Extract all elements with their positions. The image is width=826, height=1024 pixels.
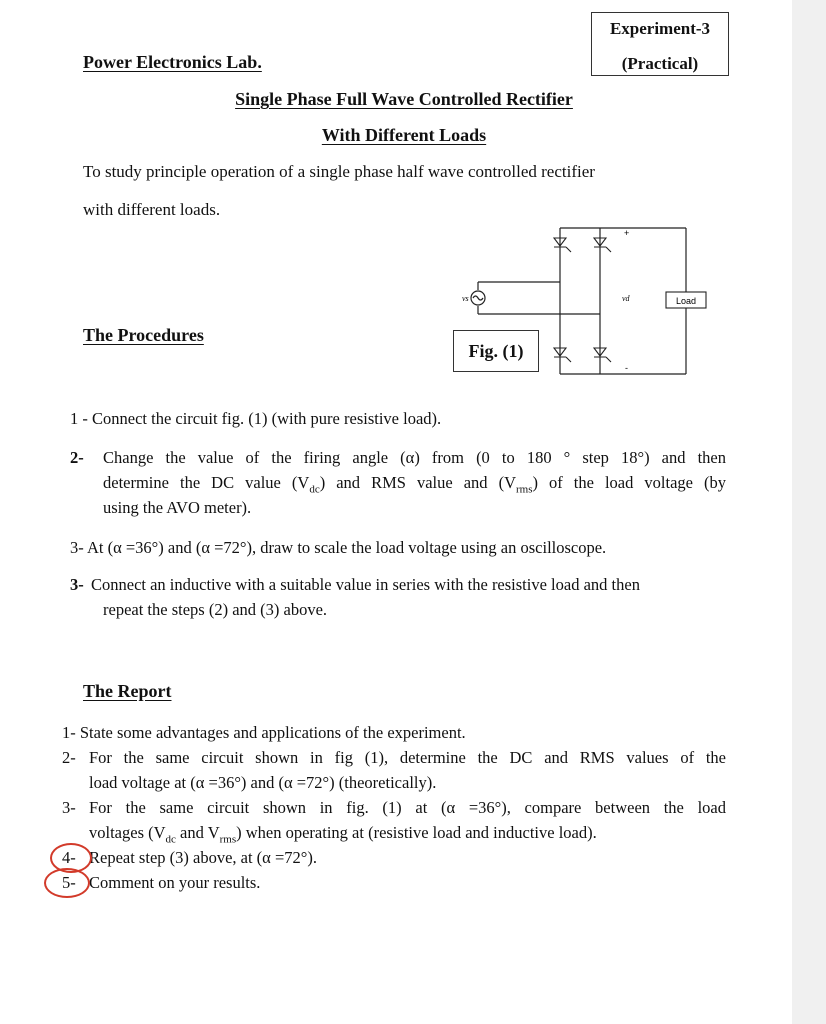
experiment-number: Experiment-3 (609, 19, 711, 38)
report-item-1: 1- State some advantages and applications of the experiment. (62, 723, 466, 742)
source-label: vs (462, 294, 469, 303)
report-item-2-line1: For the same circuit shown in fig (1), determine the DC and RMS values of the (89, 748, 726, 767)
procedure-step-2-line3: using the AVO meter). (103, 498, 252, 517)
title-line1: Single Phase Full Wave Controlled Rectifier (235, 89, 573, 109)
report-item-2-line2: load voltage at (α =36°) and (α =72°) (theoretically). (89, 773, 437, 792)
report-item-4-number: 4- (62, 848, 76, 867)
plus-label: + (624, 228, 630, 238)
report-item-3-line1: For the same circuit shown in fig. (1) at (α =36°), compare between the load (89, 798, 726, 817)
minus-label: - (625, 363, 628, 373)
report-item-2-number: 2- (62, 748, 76, 767)
thyristor-t3-icon (554, 348, 571, 362)
procedure-step-3b-number: 3- (70, 575, 84, 594)
report-item-3-line2: voltages ($V_{dc}$ and $V_{rms}$) when operating at (resistive load and inductive load). (89, 823, 597, 846)
thyristor-t1-icon (554, 238, 571, 252)
experiment-type: (Practical) (621, 54, 699, 73)
report-heading: The Report (83, 681, 172, 701)
experiment-box (591, 12, 729, 76)
procedure-step-3b-line2: repeat the steps (2) and (3) above. (103, 600, 328, 619)
procedure-step-2-line1: Change the value of the firing angle (α) from (0 to 180 ° step 18°) and then (103, 448, 726, 467)
report-item-4-text: Repeat step (3) above, at (α =72°). (89, 848, 317, 867)
annotation-circle-item-5 (44, 868, 90, 898)
figure-label: Fig. (1) (453, 330, 539, 372)
procedure-step-3b-line1: Connect an inductive with a suitable value in series with the resistive load and then (91, 575, 640, 594)
thyristor-t2-icon (594, 238, 611, 252)
thyristor-t4-icon (594, 348, 611, 362)
load-label: Load (675, 296, 697, 306)
objective-line1: To study principle operation of a single phase half wave controlled rectifier (83, 162, 595, 181)
right-gutter (792, 0, 826, 1024)
procedure-step-2-number: 2- (70, 448, 84, 467)
procedure-step-1: 1 - Connect the circuit fig. (1) (with pure resistive load). (70, 409, 442, 428)
procedure-step-3a: 3- At (α =36°) and (α =72°), draw to scale the load voltage using an oscilloscope. (70, 538, 607, 557)
report-item-5-number: 5- (62, 873, 76, 892)
procedures-heading: The Procedures (83, 325, 204, 345)
report-item-5-text: Comment on your results. (89, 873, 261, 892)
report-item-3-number: 3- (62, 798, 76, 817)
output-label: vd (622, 294, 630, 303)
lab-name: Power Electronics Lab. (83, 52, 262, 72)
objective-line2: with different loads. (83, 200, 221, 219)
procedure-step-2-line2: determine the DC value $(V_{dc})$ and RMS value and $(V_{rms})$ of the load voltage (by (103, 473, 726, 496)
title-line2: With Different Loads (321, 125, 487, 145)
